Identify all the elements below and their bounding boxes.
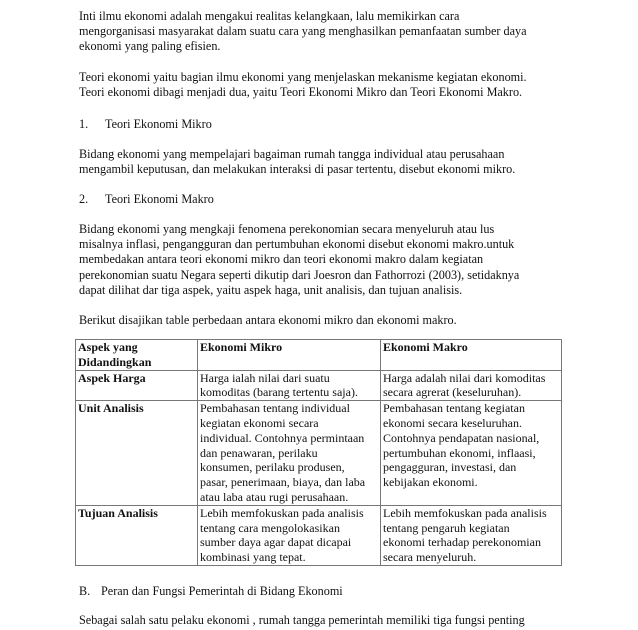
heading-text: Teori Ekonomi Makro [105,192,214,206]
text-line: dapat dilihat dar tiga aspek, yaitu aspek haga, unit analisis, dan tujuan analisis. [79,282,463,297]
text-line: misalnya inflasi, pengangguran dan pertumbuhan ekonomi disebut ekonomi makro.untuk [79,237,515,252]
text-line: Berikut disajikan table perbedaan antara ekonomi mikro dan ekonomi makro. [79,313,457,327]
heading-micro [79,117,579,132]
cell-makro: Harga adalah nilai dari komoditas secara agrerat (keseluruhan). [381,370,562,401]
cell-aspek: Unit Analisis [76,401,198,506]
cell-makro: Pembahasan tentang kegiatan ekonomi secara keseluruhan. Contohnya pendapatan nasional, pertumbuhan ekonomi, inflaasi, pengagguran, investasi, dan kebijakan ekonomi. [381,401,562,506]
text-line: ekonomi yang paling efisien. [79,39,221,54]
text-line: Teori ekonomi yaitu bagian ilmu ekonomi yang menjelaskan mekanisme kegiatan ekonomi. [79,70,527,84]
table-row [76,370,562,401]
heading-number: B. [79,584,91,598]
intro-paragraph [79,9,579,55]
heading-text: Peran dan Fungsi Pemerintah di Bidang Ekonomi [101,584,343,598]
comparison-table [75,339,562,566]
heading-macro [79,192,579,207]
cell-makro: Lebih memfokuskan pada analisis tentang pengaruh kegiatan ekonomi terhadap perekonomian secara menyeluruh. [381,505,562,565]
table-intro [79,313,579,328]
table-row [76,401,562,506]
heading-number: 1. [79,117,89,131]
text-line: mengambil keputusan, dan melakukan interaksi di pasar tertentu, disebut ekonomi mikro. [79,162,516,177]
cell-mikro: Lebih memfokuskan pada analisis tentang cara mengolokasikan sumber daya agar dapat dicapai kombinasi yang tepat. [198,505,381,565]
text-line: mengorganisasi masyarakat dalam suatu cara yang menghasilkan pemanfaatan sumber daya [79,24,527,39]
header-aspek: Aspek yang Didandingkan [76,340,198,371]
text-line: Sebagai salah satu pelaku ekonomi , rumah tangga pemerintah memiliki tiga fungsi penting [79,613,525,627]
micro-paragraph [79,147,579,177]
text-line: Inti ilmu ekonomi adalah mengakui realitas kelangkaan, lalu memikirkan cara [79,9,460,23]
text-line: membedakan antara teori ekonomi mikro dan teori ekonomi makro dalam kegiatan [79,252,484,267]
cell-mikro: Harga ialah nilai dari suatu komoditas (barang tertentu saja). [198,370,381,401]
cell-mikro: Pembahasan tentang individual kegiatan ekonomi secara individual. Contohnya permintaan dan penawaran, perilaku konsumen, perilaku produsen, pasar, penerimaan, biaya, dan laba atau laba atau rugi perusahaan. [198,401,381,506]
table-row [76,505,562,565]
table-header-row [76,340,562,371]
text-line: perekonomian suatu Negara seperti dikutip dari Joesron dan Fathorrozi (2003), setidaknya [79,267,520,282]
cell-aspek: Aspek Harga [76,370,198,401]
government-paragraph [79,613,579,628]
macro-paragraph [79,222,579,298]
header-mikro: Ekonomi Mikro [198,340,381,371]
text-line: Bidang ekonomi yang mempelajari bagaiman rumah tangga individual atau perusahaan [79,147,505,161]
header-makro: Ekonomi Makro [381,340,562,371]
heading-number: 2. [79,192,89,206]
text-line: Teori ekonomi dibagi menjadi dua, yaitu Teori Ekonomi Mikro dan Teori Ekonomi Makro. [79,85,523,100]
heading-text: Teori Ekonomi Mikro [105,117,212,131]
theory-paragraph [79,70,579,100]
text-line: Bidang ekonomi yang mengkaji fenomena perekonomian secara menyeluruh atau lus [79,222,495,236]
cell-aspek: Tujuan Analisis [76,505,198,565]
heading-government [79,584,579,599]
